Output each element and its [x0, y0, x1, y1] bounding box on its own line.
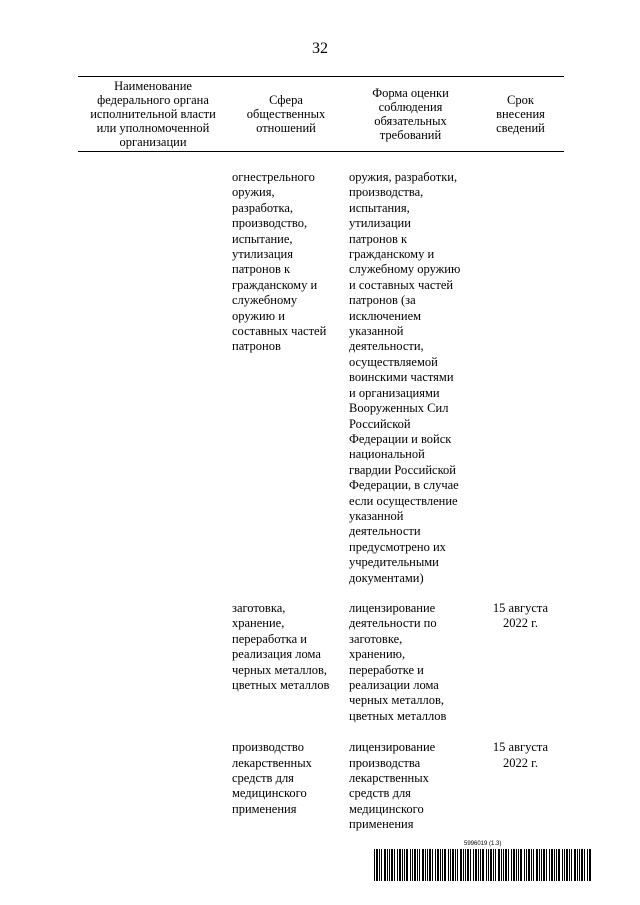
text-line: средств для: [349, 786, 411, 801]
text-line: реализация лома: [232, 647, 321, 662]
text-line: учредительными: [349, 555, 439, 570]
barcode-bar: [526, 849, 527, 881]
barcode-bar: [463, 849, 464, 881]
barcode-bar: [397, 849, 398, 881]
barcode-bar: [554, 849, 555, 881]
text-line: предусмотрено их: [349, 539, 446, 554]
text-line: документами): [349, 570, 424, 585]
text-line: производство: [232, 740, 304, 755]
barcode-bar: [577, 849, 578, 881]
barcode-bar: [564, 849, 565, 881]
barcode-bar: [452, 849, 454, 881]
barcode-bar: [448, 849, 449, 881]
barcode-bar: [524, 849, 525, 881]
text-line: отношений: [256, 121, 316, 135]
text-line: оружия, разработки,: [349, 170, 458, 184]
sphere-cell: [228, 170, 344, 586]
header-sphere: [228, 77, 344, 151]
barcode-bar: [549, 849, 550, 881]
barcode-bar: [541, 849, 542, 881]
text-line: переработке и: [349, 662, 424, 677]
barcode-bar: [569, 849, 570, 881]
document-barcode: [374, 841, 592, 881]
text-line: лицензирование: [349, 740, 436, 755]
barcode-bar: [501, 849, 502, 881]
text-line: оружия,: [232, 185, 275, 200]
text-line: черных металлов,: [349, 693, 445, 708]
barcode-bar: [533, 849, 534, 881]
text-line: цветных металлов: [232, 678, 330, 692]
text-line: и составных частей: [349, 277, 454, 292]
barcode-bar: [539, 849, 540, 881]
barcode-bar: [432, 849, 433, 881]
text-line: испытание,: [232, 231, 293, 246]
barcode-bar: [505, 849, 507, 881]
text-line: деятельности по: [349, 616, 437, 631]
barcode-bar: [394, 849, 395, 881]
form-cell: [344, 740, 477, 832]
barcode-bar: [457, 849, 458, 881]
barcode-bar: [556, 849, 557, 881]
barcode-bar: [381, 849, 382, 881]
barcode-bar: [399, 849, 401, 881]
text-line: огнестрельного: [232, 170, 315, 184]
barcode-label: 5996019 (1.3): [464, 841, 502, 847]
barcode-bar: [404, 849, 405, 881]
authority-cell: [78, 740, 228, 832]
table-header: [78, 76, 564, 152]
table-row: [78, 740, 564, 832]
text-line: средств для: [232, 771, 294, 786]
text-line: 2022 г.: [503, 755, 538, 770]
text-line: медицинского: [232, 786, 307, 801]
form-cell: [344, 170, 477, 586]
text-line: Вооруженных Сил: [349, 401, 449, 416]
text-line: лекарственных: [349, 771, 429, 786]
barcode-bar: [520, 849, 522, 881]
barcode-bar: [425, 849, 426, 881]
authority-cell: [78, 170, 228, 586]
text-line: оружию и: [232, 308, 285, 323]
text-line: внесения: [496, 107, 545, 121]
text-line: патронов (за: [349, 293, 416, 308]
text-line: соблюдения: [378, 100, 443, 114]
barcode-bar: [482, 849, 484, 881]
barcode-bar: [488, 849, 489, 881]
text-line: исполнительной власти: [90, 107, 216, 121]
barcode-bar: [558, 849, 560, 881]
text-line: обязательных: [374, 114, 447, 128]
text-line: разработка,: [232, 200, 293, 215]
barcode-bar: [528, 849, 530, 881]
barcode-bar: [460, 849, 462, 881]
text-line: патронов к: [349, 231, 408, 246]
barcode-bar: [450, 849, 451, 881]
barcode-bar: [518, 849, 519, 881]
text-line: указанной: [349, 324, 404, 339]
header-assessment-form: [344, 77, 477, 151]
text-line: и организациями: [349, 385, 440, 400]
barcode-bar: [410, 849, 411, 881]
text-line: медицинского: [349, 801, 424, 816]
barcode-bar: [429, 849, 431, 881]
text-line: национальной: [349, 447, 425, 462]
text-line: 2022 г.: [503, 616, 538, 631]
text-line: требований: [379, 128, 442, 142]
text-line: производства: [349, 755, 421, 770]
barcode-bar: [480, 849, 481, 881]
barcode-bar: [376, 849, 378, 881]
barcode-bar: [422, 849, 424, 881]
text-line: утилизация: [232, 247, 293, 262]
text-line: применения: [349, 817, 414, 832]
header-authority: [78, 77, 228, 151]
barcode-bar: [387, 849, 388, 881]
barcode-bar: [571, 849, 572, 881]
barcode-bar: [566, 849, 568, 881]
barcode-bar: [508, 849, 509, 881]
barcode-bar: [478, 849, 479, 881]
barcode-bar: [475, 849, 477, 881]
barcode-bar: [402, 849, 403, 881]
barcode-bar: [465, 849, 466, 881]
text-line: гражданскому и: [232, 277, 318, 292]
text-line: Наименование: [114, 79, 192, 93]
text-line: воинскими частями: [349, 370, 454, 385]
text-line: реализации лома: [349, 678, 439, 692]
barcode-bar: [543, 849, 545, 881]
text-line: производства,: [349, 185, 424, 200]
barcode-bar: [562, 849, 563, 881]
table-row: [78, 170, 564, 586]
text-line: цветных металлов: [349, 708, 447, 723]
barcode-bar: [473, 849, 474, 881]
text-line: заготовке,: [349, 631, 403, 646]
sphere-cell: [228, 740, 344, 832]
text-line: испытания,: [349, 200, 410, 215]
barcode-bar: [574, 849, 576, 881]
barcode-bar: [406, 849, 408, 881]
barcode-bar: [589, 849, 591, 881]
barcode-bar: [470, 849, 471, 881]
barcode-bar: [437, 849, 439, 881]
text-line: утилизации: [349, 216, 411, 231]
text-line: гвардии Российской: [349, 462, 456, 477]
text-line: деятельности: [349, 524, 421, 539]
text-line: черных металлов,: [232, 662, 328, 677]
barcode-bar: [384, 849, 386, 881]
barcode-bar: [379, 849, 380, 881]
barcode-bar: [579, 849, 580, 881]
text-line: федерального органа: [97, 93, 209, 107]
barcode-bar: [467, 849, 469, 881]
barcode-bar: [581, 849, 583, 881]
barcode-bar: [516, 849, 517, 881]
text-line: Срок: [507, 93, 534, 107]
text-line: служебному оружию: [349, 262, 461, 277]
barcode-bar: [455, 849, 456, 881]
page-number: 32: [312, 40, 328, 57]
barcode-bar: [427, 849, 428, 881]
sphere-cell: [228, 601, 344, 724]
header-deadline: [477, 77, 564, 151]
text-line: патронов к: [232, 262, 291, 277]
text-line: заготовка,: [232, 600, 286, 615]
text-line: Российской: [349, 416, 411, 431]
deadline-cell: [477, 601, 564, 724]
barcode-bar: [498, 849, 500, 881]
text-line: организации: [119, 135, 187, 149]
authority-cell: [78, 601, 228, 724]
barcode-bar: [391, 849, 393, 881]
barcode-bar: [584, 849, 585, 881]
text-line: указанной: [349, 508, 404, 523]
barcode-bar: [412, 849, 413, 881]
text-line: деятельности,: [349, 339, 424, 354]
text-line: служебному: [232, 293, 298, 308]
barcode-bar: [389, 849, 390, 881]
text-line: 15 августа: [492, 600, 549, 615]
text-line: лицензирование: [349, 600, 436, 615]
text-line: переработка и: [232, 631, 307, 646]
text-line: 15 августа: [492, 740, 549, 755]
barcode-bar: [440, 849, 441, 881]
text-line: патронов: [232, 339, 281, 354]
text-line: Федерации и войск: [349, 431, 452, 446]
barcode-bar: [495, 849, 496, 881]
barcode-bar: [536, 849, 538, 881]
text-line: сведений: [496, 121, 545, 135]
barcode-image: [374, 849, 592, 881]
deadline-cell: [477, 170, 564, 586]
barcode-bar: [493, 849, 494, 881]
text-line: Федерации, в случае: [349, 478, 459, 493]
deadline-cell: [477, 740, 564, 832]
text-line: если осуществление: [349, 493, 458, 508]
barcode-bar: [503, 849, 504, 881]
requirements-table: [78, 76, 564, 833]
barcode-bar: [531, 849, 532, 881]
barcode-bar: [513, 849, 515, 881]
text-line: осуществляемой: [349, 354, 438, 369]
text-line: общественных: [246, 107, 326, 121]
form-cell: [344, 601, 477, 724]
barcode-bar: [419, 849, 420, 881]
text-line: или уполномоченной: [96, 121, 210, 135]
text-line: Форма оценки: [372, 86, 449, 100]
barcode-bar: [374, 849, 375, 881]
text-line: исключением: [349, 308, 422, 323]
barcode-bar: [511, 849, 512, 881]
barcode-bar: [486, 849, 487, 881]
text-line: составных частей: [232, 324, 327, 339]
text-line: лекарственных: [232, 755, 312, 770]
barcode-bar: [417, 849, 418, 881]
barcode-bar: [551, 849, 553, 881]
barcode-bar: [442, 849, 443, 881]
text-line: производство,: [232, 216, 308, 231]
barcode-bar: [435, 849, 436, 881]
barcode-bar: [546, 849, 547, 881]
barcode-bar: [414, 849, 416, 881]
barcode-bar: [444, 849, 446, 881]
table-row: [78, 601, 564, 724]
text-line: Сфера: [269, 93, 303, 107]
text-line: применения: [232, 801, 297, 816]
text-line: хранению,: [349, 647, 406, 662]
barcode-bar: [587, 849, 588, 881]
text-line: гражданскому и: [349, 247, 435, 262]
barcode-bar: [490, 849, 492, 881]
text-line: хранение,: [232, 616, 285, 631]
